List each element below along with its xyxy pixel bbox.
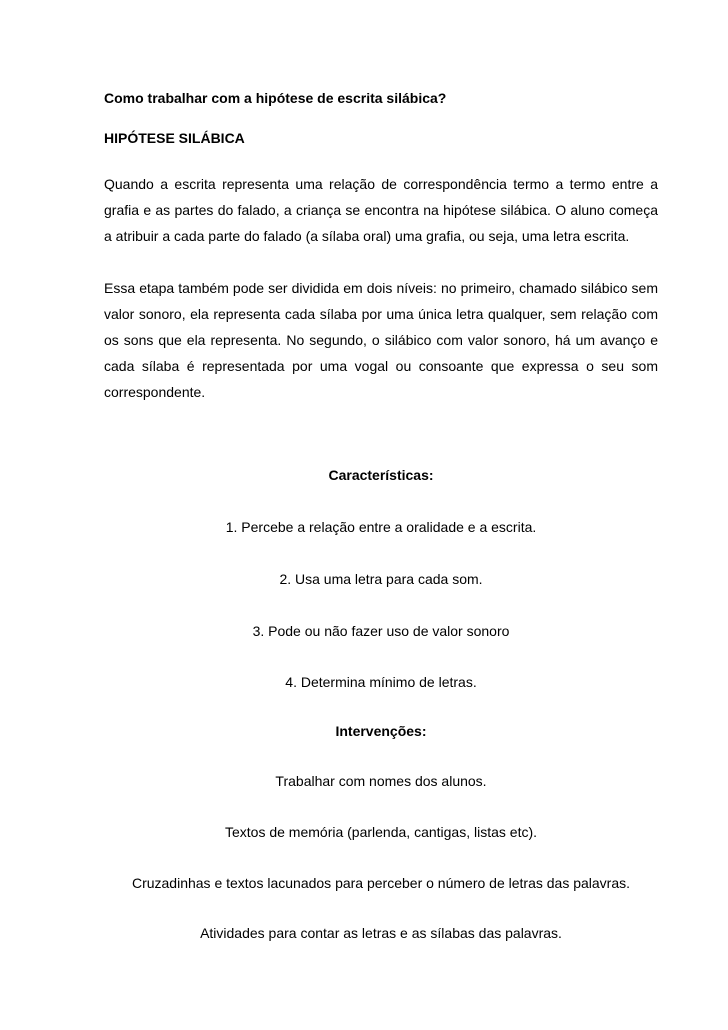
characteristics-title: Características:: [328, 467, 434, 483]
question-title: Como trabalhar com a hipótese de escrita silábica?: [104, 90, 447, 106]
characteristic-item: 3. Pode ou não fazer uso de valor sonoro: [252, 623, 510, 639]
intervention-item: Trabalhar com nomes dos alunos.: [275, 773, 487, 789]
section-title: HIPÓTESE SILÁBICA: [104, 130, 245, 146]
characteristic-item: 4. Determina mínimo de letras.: [285, 674, 477, 690]
document-page: [104, 88, 658, 405]
paragraph: Essa etapa também pode ser dividida em dois níveis: no primeiro, chamado silábico sem valor sonoro, ela representa cada sílaba por uma única letra qualquer, sem relação com os sons que ela representa. No segundo, o silábico com valor sonoro, há um avanço e cada sílaba é representada por uma vogal ou consoante que expressa o seu som correspondente.: [104, 280, 658, 400]
paragraph: Quando a escrita representa uma relação de correspondência termo a termo entre a grafia e as partes do falado, a criança se encontra na hipótese silábica. O aluno começa a atribuir a cada parte do falado (a sílaba oral) uma grafia, ou seja, uma letra escrita.: [104, 176, 658, 244]
intervention-item: Cruzadinhas e textos lacunados para perceber o número de letras das palavras.: [131, 875, 631, 891]
intervention-item: Textos de memória (parlenda, cantigas, listas etc).: [224, 824, 538, 840]
characteristic-item: 1. Percebe a relação entre a oralidade e a escrita.: [225, 519, 537, 535]
interventions-title: Intervenções:: [335, 723, 427, 739]
intervention-item: Atividades para contar as letras e as sílabas das palavras.: [200, 925, 562, 941]
characteristic-item: 2. Usa uma letra para cada som.: [279, 571, 483, 587]
